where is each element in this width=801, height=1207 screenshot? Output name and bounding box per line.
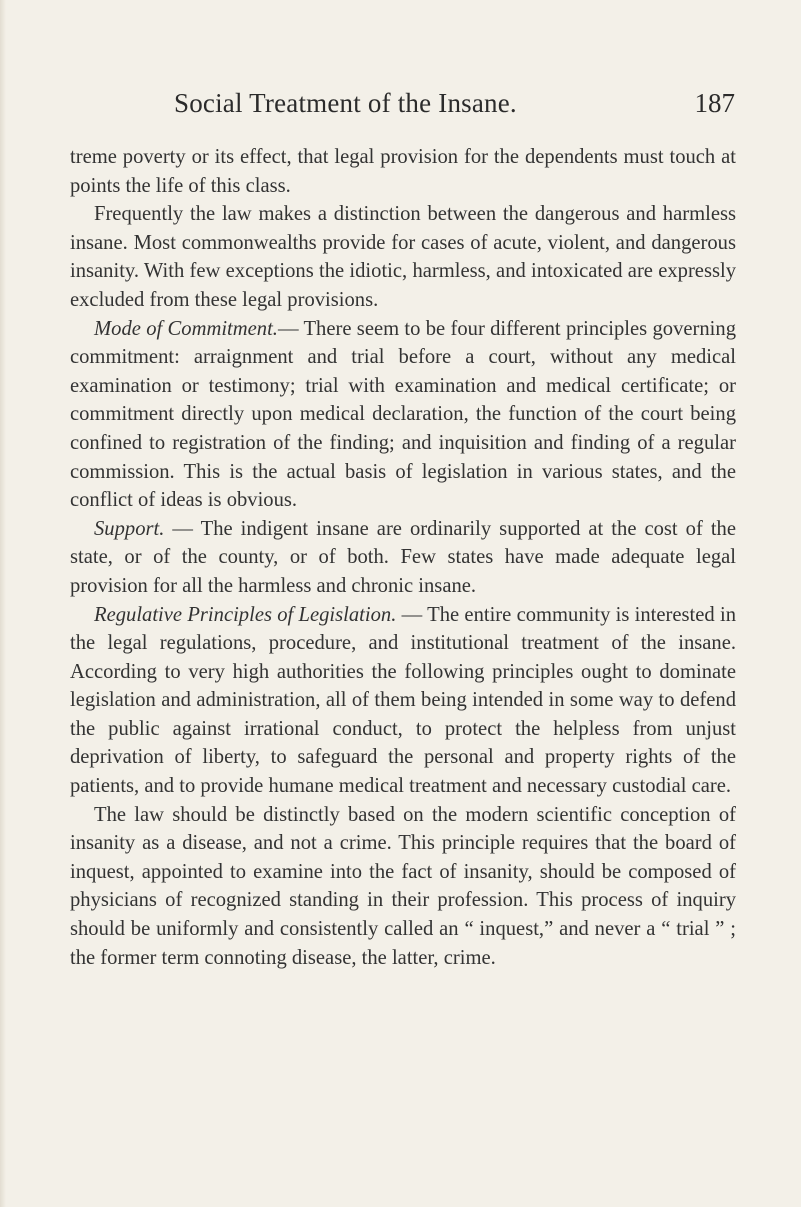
paragraph-insanity-distinction xyxy=(70,200,736,314)
running-title: Social Treatment of the Insane. xyxy=(174,88,517,118)
paragraph-text: — The entire community is interested in the legal regulations, procedure, and institutional treatment of the insane. According to very high authorities the following principles ought to dominate legislation and administration, all of them being intended in some way to defend the public against irrational conduct, to protect the helpless from unjust deprivation of liberty, to safeguard the personal and property rights of the patients, and to provide humane medical treatment and necessary custodial care. xyxy=(70,603,736,798)
inline-heading: Support. xyxy=(94,517,165,540)
paragraph-text: — There seem to be four different principles governing commitment: arraignment and trial before a court, without any medical examination or testimony; trial with examination and medical certificate; or commitment directly upon medical declaration, the function of the court being confined to registration of the finding; and inquisition and finding of a regular commission. This is the actual basis of legislation in various states, and the conflict of ideas is obvious. xyxy=(70,317,736,512)
paragraph-text: — The indigent insane are ordinarily supported at the cost of the state, or of the county, or of both. Few states have made adequate legal provision for all the harmless and chronic insane. xyxy=(70,517,736,597)
page-number: 187 xyxy=(694,88,735,118)
inline-heading: Mode of Commitment. xyxy=(94,317,278,340)
paragraph-regulative-principles xyxy=(70,601,736,801)
paragraph-scientific-basis xyxy=(70,801,736,973)
paragraph-text: treme poverty or its effect, that legal provision for the dependents must touch at points the life of this class. xyxy=(70,146,736,197)
scan-edge-shadow xyxy=(0,0,6,1207)
paragraph-text: The law should be distinctly based on the modern scientific conception of insanity as a disease, and not a crime. This principle requires that the board of inquest, appointed to examine into the fact of insanity, should be composed of physicians of recognized standing in their profession. This process of inquiry should be uniformly and consistently called an “ inquest,” and never a “ trial ” ; the former term connoting disease, the latter, crime. xyxy=(70,803,736,969)
paragraph-mode-of-commitment xyxy=(70,315,736,515)
paragraph-support xyxy=(70,515,736,601)
inline-heading: Regulative Principles of Legislation. xyxy=(94,603,397,626)
body-text xyxy=(70,143,736,972)
page-header xyxy=(70,88,735,128)
paragraph-continuation xyxy=(70,143,736,200)
paragraph-text: Frequently the law makes a distinction between the dangerous and harmless insane. Most commonwealths provide for cases of acute, violent, and dangerous insanity. With few exceptions the idiotic, harmless, and intoxicated are expressly excluded from these legal provisions. xyxy=(70,203,736,311)
